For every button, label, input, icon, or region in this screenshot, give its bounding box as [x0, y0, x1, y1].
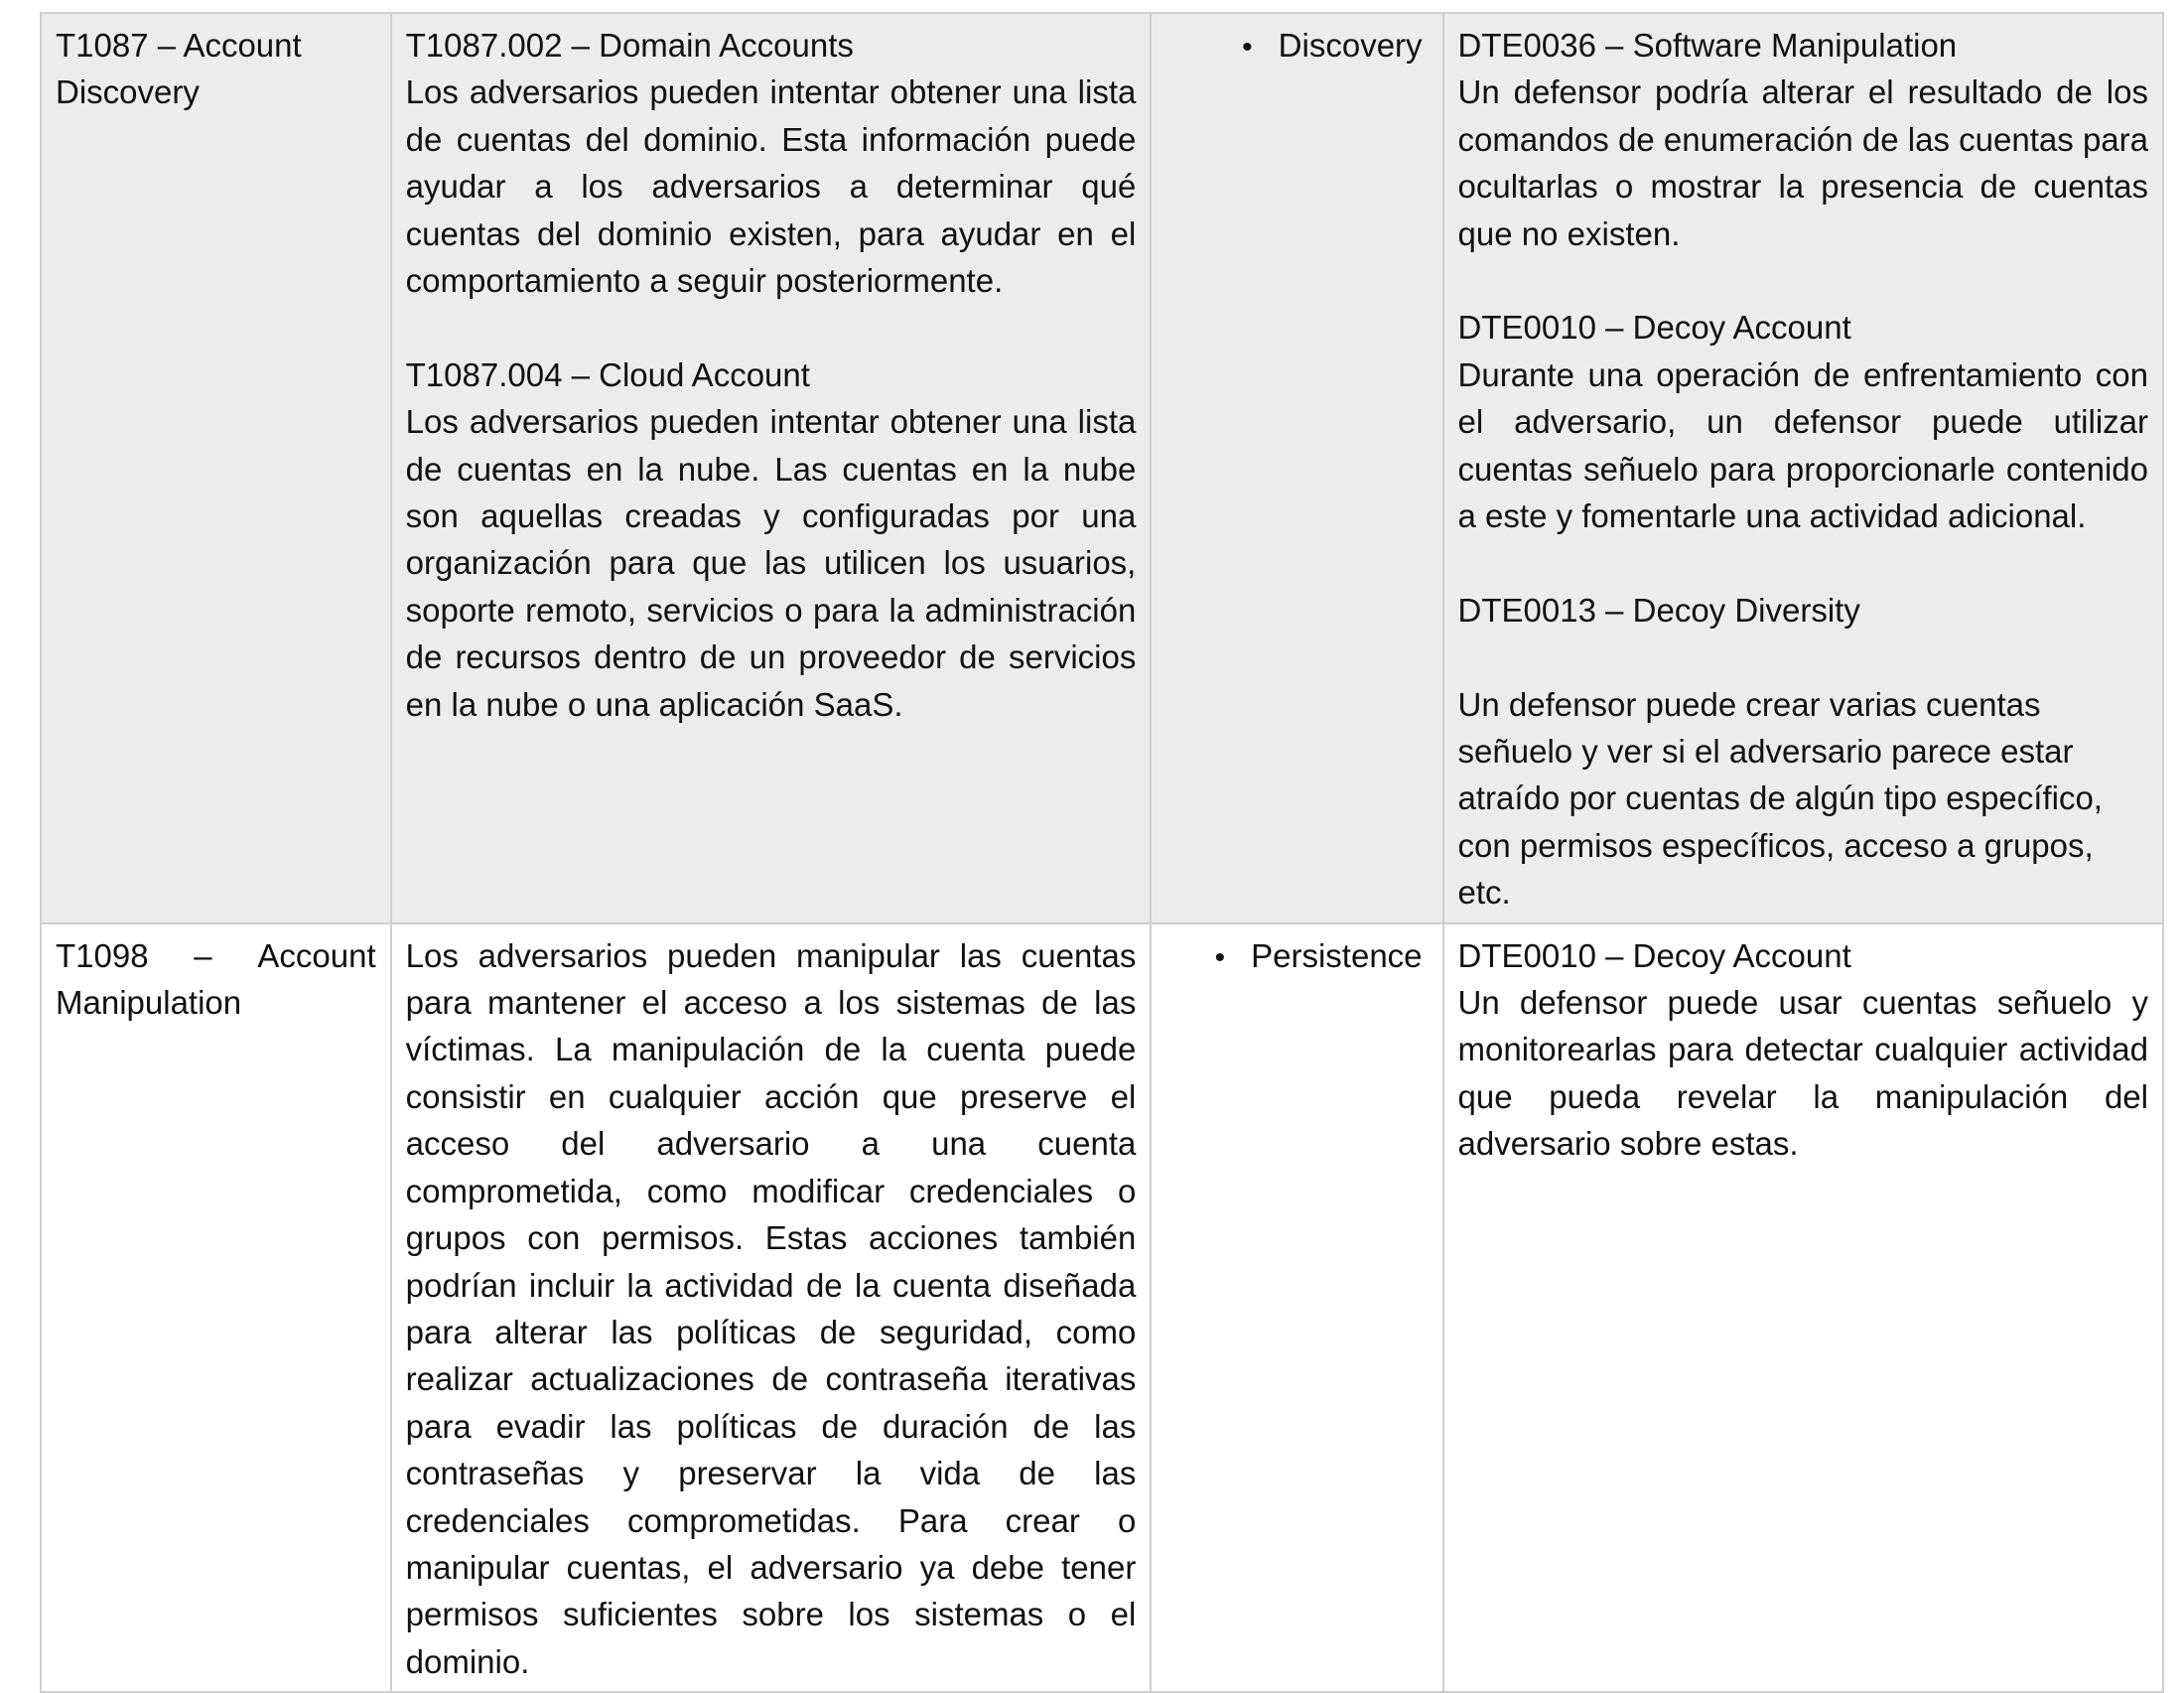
tactic-label: Discovery: [1278, 27, 1423, 64]
defense-description: Un defensor podría alterar el resultado de los comandos de enumeración de las cuentas para ocultarlas o mostrar la presencia de cuentas que no existen.: [1457, 73, 2148, 252]
defense-cell: [1443, 13, 2163, 923]
spacer: [1458, 257, 2148, 304]
subtechnique-title: T1087.004 – Cloud Account: [405, 355, 810, 393]
defense-description: Durante una operación de enfrentamiento con el adversario, un defensor puede utilizar cuentas señuelo para proporcionarle contenido a este y fomentarle una actividad adicional.: [1457, 355, 2148, 535]
technique-cell: [41, 13, 391, 923]
technique-name-line1: [56, 932, 376, 979]
tactic-cell: [1151, 13, 1442, 923]
spacer: [1458, 634, 2148, 680]
description-cell: [391, 923, 1152, 1693]
technique-word: Account: [257, 936, 376, 974]
technique-id: T1098: [56, 936, 149, 974]
technique-cell: [41, 923, 391, 1693]
defense-description: Un defensor puede crear varias cuentas señuelo y ver si el adversario parece estar atraído por cuentas de algún tipo específico, con permisos específicos, acceso a grupos, etc.: [1457, 685, 2103, 912]
defense-description: Un defensor puede usar cuentas señuelo y monitorearlas para detectar cualquier actividad que pueda revelar la manipulación del adversario sobre estas.: [1457, 984, 2148, 1163]
spacer: [1458, 539, 2148, 586]
defense-title: DTE0036 – Software Manipulation: [1457, 27, 1958, 64]
defense-title: DTE0010 – Decoy Account: [1457, 936, 1851, 974]
subtechnique-description: Los adversarios pueden intentar obtener una lista de cuentas del dominio. Esta información puede ayudar a los adversarios a determinar qué cuentas del dominio existen, para ayudar en el comportamiento a seguir posteriormente.: [405, 73, 1137, 300]
technique-name-line2: Discovery: [56, 73, 200, 111]
table-row: [41, 13, 2163, 923]
subtechnique-title: T1087.002 – Domain Accounts: [405, 27, 854, 64]
page: [40, 12, 2164, 1693]
tactic-cell: [1151, 923, 1442, 1693]
technique-description: Los adversarios pueden manipular las cuentas para mantener el acceso a los sistemas de las víctimas. La manipulación de la cuenta puede consistir en cualquier acción que preserve el acceso del adversario a una cuenta comprometida, como modificar credenciales o grupos con permisos. Estas acciones también podrían incluir la actividad de la cuenta diseñada para alterar las políticas de seguridad, como realizar actualizaciones de contraseña iterativas para evadir las políticas de duración de las contraseñas y preservar la vida de las credenciales comprometidas. Para crear o manipular cuentas, el adversario ya debe tener permisos suficientes sobre los sistemas o el dominio.: [405, 936, 1137, 1680]
tactic-label: Persistence: [1251, 936, 1423, 974]
technique-name-line2: Manipulation: [56, 984, 242, 1022]
attack-defense-table: [40, 12, 2164, 1693]
defense-title: DTE0010 – Decoy Account: [1457, 309, 1851, 347]
table-row: [41, 923, 2163, 1693]
technique-name-line1: T1087 – Account: [56, 27, 302, 64]
spacer: [406, 304, 1137, 351]
subtechnique-description: Los adversarios pueden intentar obtener una lista de cuentas en la nube. Las cuentas en la nube son aquellas creadas y configuradas por una organización para que las utilicen los usuarios, soporte remoto, servicios o para la administración de recursos dentro de un proveedor de servicios en la nube o una aplicación SaaS.: [405, 403, 1137, 723]
defense-title: DTE0013 – Decoy Diversity: [1457, 591, 1860, 629]
technique-name: [56, 22, 376, 116]
bullet-icon: •: [1242, 31, 1253, 64]
technique-dash: –: [194, 936, 212, 974]
description-cell: [391, 13, 1152, 923]
defense-cell: [1443, 923, 2163, 1693]
bullet-icon: •: [1214, 940, 1226, 974]
